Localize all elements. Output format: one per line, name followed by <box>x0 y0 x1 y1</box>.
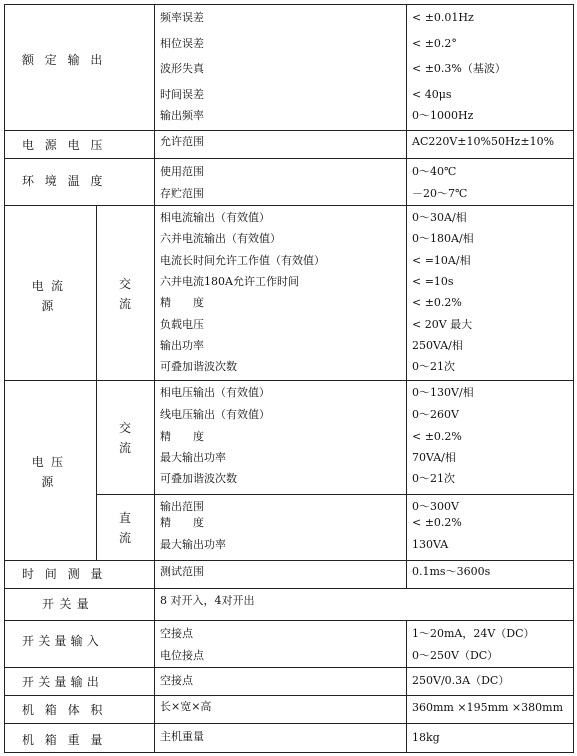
value-phase-error: < ±0.2° <box>412 37 457 50</box>
value-frequency-error: < ±0.01Hz <box>412 11 474 24</box>
value-current-output-power: 250VA/相 <box>412 339 463 352</box>
value-dc-accuracy: < ±0.2% <box>412 516 462 529</box>
value-storage-range: －20～7℃ <box>412 187 468 200</box>
category-time-measure: 时间测量 <box>22 567 114 581</box>
item-time-error: 时间误差 <box>160 88 204 101</box>
value-dry-contact-input: 1～20mA，24V（DC） <box>412 627 535 640</box>
category-rated-output: 额定输出 <box>22 53 114 67</box>
item-phase-error: 相位误差 <box>160 37 204 50</box>
value-main-unit-weight: 18kg <box>412 731 440 744</box>
item-voltage-harmonics: 可叠加谐波次数 <box>160 472 237 485</box>
subcategory-voltage-ac: 交流 <box>118 421 131 455</box>
value-time-error: < 40μs <box>412 88 452 101</box>
item-line-voltage-output: 线电压输出（有效值） <box>160 408 270 421</box>
value-dc-output-range: 0～300V <box>412 500 459 513</box>
value-dimensions: 360mm ×195mm ×380mm <box>412 701 563 714</box>
item-dc-output-range: 输出范围 <box>160 500 204 513</box>
value-test-range: 0.1ms～3600s <box>412 565 491 578</box>
item-dry-contact-input: 空接点 <box>160 627 193 640</box>
value-potential-contact: 0～250V（DC） <box>412 649 499 662</box>
value-voltage-max-output-power: 70VA/相 <box>412 451 456 464</box>
category-current-source <box>22 276 80 316</box>
category-chassis-weight: 机箱重量 <box>22 733 114 747</box>
subcategory-voltage-dc: 直流 <box>118 511 131 545</box>
value-waveform-distortion: < ±0.3%（基波） <box>412 62 506 75</box>
item-current-harmonics: 可叠加谐波次数 <box>160 360 237 373</box>
item-dry-contact-output: 空接点 <box>160 674 193 687</box>
value-operating-range: 0～40℃ <box>412 165 457 178</box>
item-voltage-max-output-power: 最大输出功率 <box>160 451 226 464</box>
category-power-voltage: 电源电压 <box>22 138 114 152</box>
value-current-harmonics: 0～21次 <box>412 360 455 373</box>
item-waveform-distortion: 波形失真 <box>160 62 204 75</box>
item-allowed-range: 允许范围 <box>160 135 204 148</box>
item-current-long-time-value: 电流长时间允许工作值（有效值） <box>160 254 325 267</box>
value-dc-max-output-power: 130VA <box>412 538 449 551</box>
value-six-parallel-current-output: 0～180A/相 <box>412 232 474 245</box>
item-storage-range: 存贮范围 <box>160 187 204 200</box>
item-potential-contact: 电位接点 <box>160 649 204 662</box>
subcategory-current-ac: 交流 <box>118 277 131 311</box>
item-test-range: 测试范围 <box>160 565 204 578</box>
item-current-accuracy: 精 度 <box>160 296 204 309</box>
item-frequency-error: 频率误差 <box>160 11 204 24</box>
value-switch-qty: 8 对开入，4对开出 <box>160 594 255 607</box>
item-dimensions: 长×宽×高 <box>160 700 212 713</box>
item-dc-max-output-power: 最大输出功率 <box>160 538 226 551</box>
value-phase-voltage-output: 0～130V/相 <box>412 386 474 399</box>
category-switch-qty: 开关量 <box>42 597 95 611</box>
category-environment-temp: 环境温度 <box>22 174 114 188</box>
item-output-frequency: 输出频率 <box>160 109 204 122</box>
item-load-voltage: 负载电压 <box>160 318 204 331</box>
item-phase-current-output: 相电流输出（有效值） <box>160 211 270 224</box>
category-switch-input: 开关量输入 <box>22 634 104 648</box>
value-output-frequency: 0～1000Hz <box>412 109 474 122</box>
category-voltage-source <box>22 452 80 492</box>
value-current-long-time-value: < =10A/相 <box>412 254 471 267</box>
item-six-parallel-180a-time: 六并电流180A允许工作时间 <box>160 275 299 288</box>
category-chassis-volume: 机箱体积 <box>22 703 114 717</box>
item-current-output-power: 输出功率 <box>160 339 204 352</box>
value-line-voltage-output: 0～260V <box>412 408 459 421</box>
category-switch-output: 开关量输出 <box>22 675 104 689</box>
value-six-parallel-180a-time: < =10s <box>412 275 454 288</box>
category-current-source-label: 电流源 <box>31 279 71 313</box>
value-dry-contact-output: 250V/0.3A（DC） <box>412 674 510 687</box>
item-main-unit-weight: 主机重量 <box>160 730 204 743</box>
value-load-voltage: < 20V 最大 <box>412 318 473 331</box>
value-allowed-range: AC220V±10%50Hz±10% <box>412 135 555 148</box>
item-phase-voltage-output: 相电压输出（有效值） <box>160 386 270 399</box>
item-voltage-ac-accuracy: 精 度 <box>160 430 204 443</box>
value-current-accuracy: < ±0.2% <box>412 296 462 309</box>
value-voltage-harmonics: 0～21次 <box>412 472 455 485</box>
item-dc-accuracy: 精 度 <box>160 516 204 529</box>
value-voltage-ac-accuracy: < ±0.2% <box>412 430 462 443</box>
item-six-parallel-current-output: 六并电流输出（有效值） <box>160 232 281 245</box>
category-voltage-source-label: 电压源 <box>31 455 71 489</box>
item-operating-range: 使用范围 <box>160 165 204 178</box>
value-phase-current-output: 0～30A/相 <box>412 211 467 224</box>
